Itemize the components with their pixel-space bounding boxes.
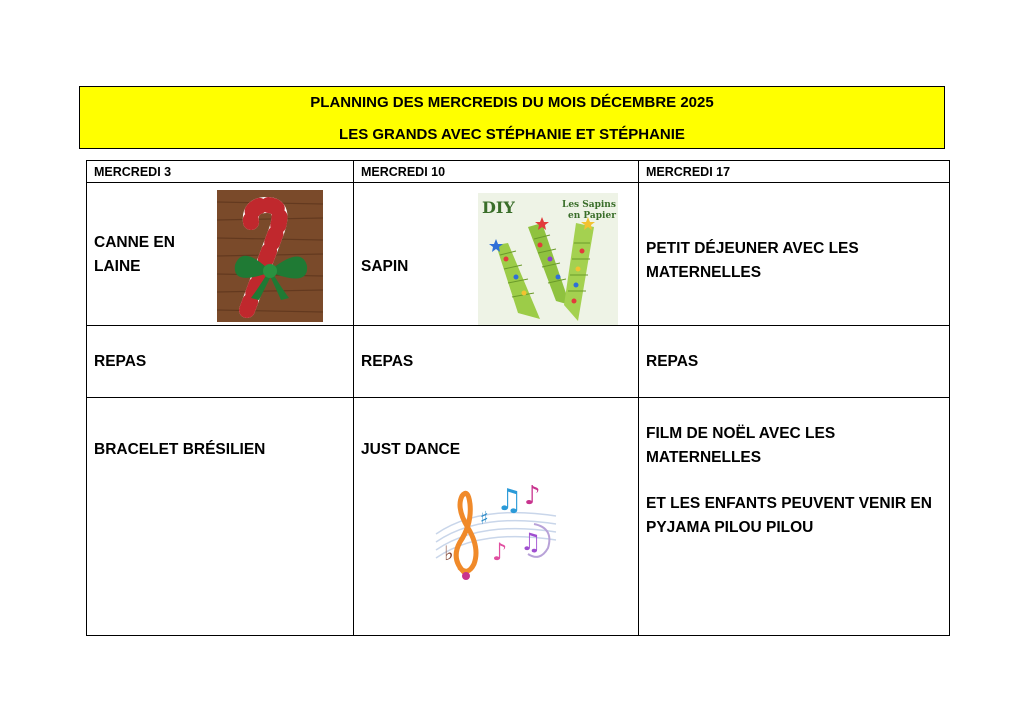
activity-line: SAPIN <box>361 258 409 275</box>
column-header-mercredi-3: MERCREDI 3 <box>87 161 354 183</box>
svg-text:♫: ♫ <box>520 528 542 556</box>
activity-line: JUST DANCE <box>361 441 461 458</box>
activity-cell <box>354 326 639 398</box>
activity-cell <box>354 398 639 636</box>
music-notes-image <box>430 464 562 592</box>
planning-header <box>79 86 945 149</box>
activity-cell <box>639 183 950 326</box>
activity-cell <box>639 326 950 398</box>
activity-line: REPAS <box>361 353 414 370</box>
activity-line <box>646 470 932 492</box>
activity-line: REPAS <box>94 353 147 370</box>
activity-cell <box>87 398 354 636</box>
svg-text:♯: ♯ <box>480 508 489 529</box>
svg-text:♪: ♪ <box>492 538 508 566</box>
planning-subtitle: LES GRANDS AVEC STÉPHANIE ET STÉPHANIE <box>339 126 685 143</box>
activity-line: BRACELET BRÉSILIEN <box>94 441 266 458</box>
activity-line: MATERNELLES <box>646 449 762 466</box>
svg-text:♭: ♭ <box>444 541 454 565</box>
table-row <box>87 326 950 398</box>
tree-caption-line1: Les Sapins <box>562 200 616 210</box>
activity-line: FILM DE NOËL AVEC LES <box>646 425 836 442</box>
planning-table <box>86 160 950 636</box>
svg-text:♫: ♫ <box>496 483 523 518</box>
svg-text:♪: ♪ <box>524 481 541 511</box>
table-row <box>87 183 950 326</box>
activity-line: MATERNELLES <box>646 264 762 281</box>
activity-cell <box>639 398 950 636</box>
activity-line: PETIT DÉJEUNER AVEC LES <box>646 240 859 257</box>
paper-christmas-trees-image <box>478 193 618 325</box>
column-header-mercredi-10: MERCREDI 10 <box>354 161 639 183</box>
activity-line: PYJAMA PILOU PILOU <box>646 519 814 536</box>
activity-cell <box>354 183 639 326</box>
table-header-row <box>87 161 950 183</box>
activity-cell <box>87 183 354 326</box>
diy-label: DIY <box>482 198 515 217</box>
activity-cell <box>87 326 354 398</box>
activity-line: LAINE <box>94 258 141 275</box>
activity-line: ET LES ENFANTS PEUVENT VENIR EN <box>646 495 932 512</box>
candy-cane-string-art-image <box>217 190 323 322</box>
activity-line: CANNE EN <box>94 234 175 251</box>
table-row <box>87 398 950 636</box>
planning-title: PLANNING DES MERCREDIS DU MOIS DÉCEMBRE 2025 <box>310 94 714 111</box>
tree-caption-line2: en Papier <box>568 211 616 221</box>
activity-line: REPAS <box>646 353 699 370</box>
column-header-mercredi-17: MERCREDI 17 <box>639 161 950 183</box>
